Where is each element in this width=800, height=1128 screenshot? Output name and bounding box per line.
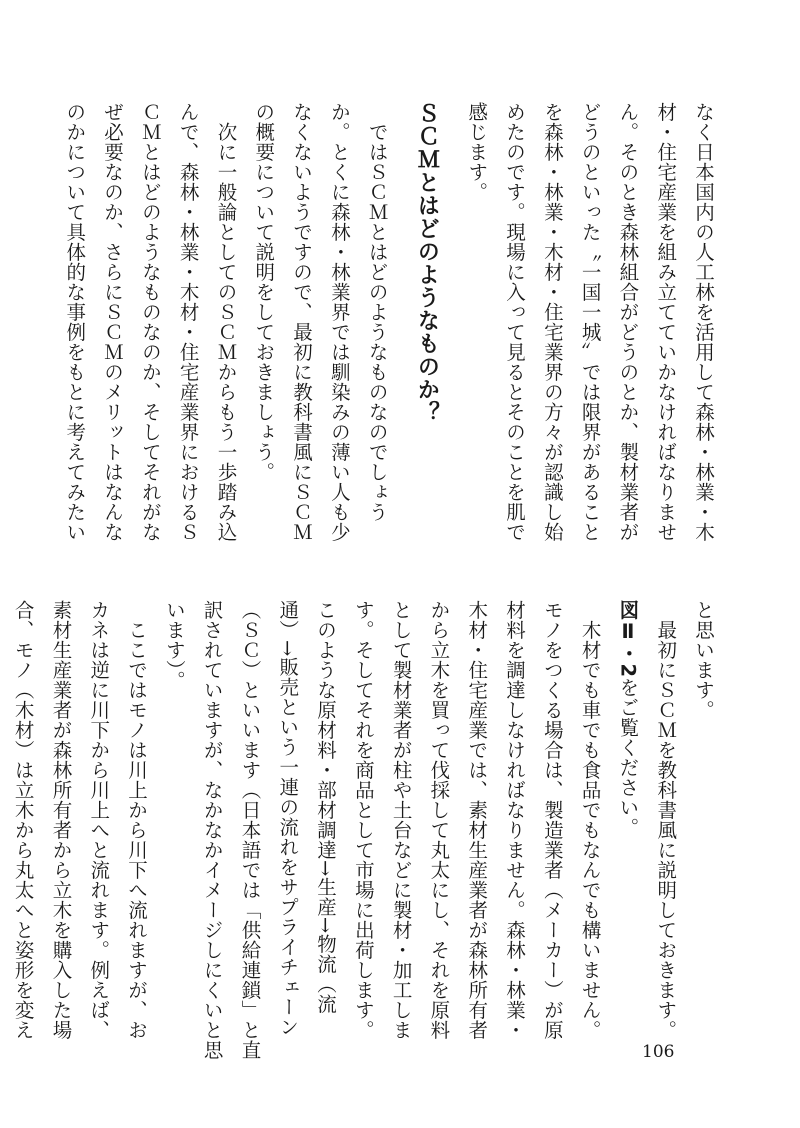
- body-line: ん。そのとき森林組合がどうのとか、製材業者が: [616, 102, 640, 542]
- body-line: カネは逆に川下から川上へと流れます。例えば、: [87, 600, 111, 1040]
- top-text-block: [55, 102, 722, 542]
- body-line: と思います。: [692, 600, 715, 720]
- figure-reference-suffix: をご覧ください。: [616, 677, 640, 838]
- body-line: 素材生産業者が森林所有者から立木を購入した場: [49, 600, 73, 1040]
- body-line: の概要について説明をしておきましょう。: [252, 102, 276, 482]
- body-line: ＣＭとはどのようなものなのか、そしてそれがな: [138, 102, 162, 542]
- body-line: どうのといった〝一国一城〟では限界があること: [578, 102, 602, 542]
- section-heading: ＳＣＭとはどのようなものか？: [414, 102, 440, 424]
- body-line: （ＳＣ）といいます（日本語では「供給連鎖」と直: [238, 600, 262, 1060]
- body-line: 訳されていますが、なかなかイメージしにくいと思: [200, 600, 224, 1060]
- body-line: ここではモノは川上から川下へ流れますが、お: [125, 600, 149, 1040]
- page-number: 106: [642, 1042, 675, 1062]
- body-line: モノをつくる場合は、製造業者（メーカー）が原: [540, 600, 564, 1040]
- body-line: か。とくに森林・林業界では馴染みの薄い人も少: [327, 102, 351, 542]
- body-line: 通）→販売という一連の流れをサプライチェーン: [276, 600, 300, 1037]
- body-line: 感じます。: [465, 102, 489, 202]
- body-line: 材料を調達しなければなりません。森林・林業・: [503, 600, 527, 1040]
- body-line: めたのです。現場に入って見るとそのことを肌で: [503, 102, 527, 542]
- body-line: ではＳＣＭとはどのようなものなのでしょう: [365, 102, 389, 522]
- body-line: のかについて具体的な事例をもとに考えてみたい: [63, 102, 87, 542]
- figure-reference-line: [609, 600, 647, 1036]
- body-line: から立木を買って伐採して丸太にし、それを原料: [427, 600, 451, 1040]
- body-line: 次に一般論としてのＳＣＭからもう一歩踏み込: [214, 102, 238, 542]
- figure-reference: 図Ⅱ・2: [616, 600, 640, 678]
- body-line: 最初にＳＣＭを教科書風に説明しておきます。: [654, 600, 678, 1040]
- body-line: 木材・住宅産業では、素材生産業者が森林所有者: [465, 600, 489, 1040]
- body-line: います）。: [162, 600, 186, 691]
- body-line: す。そしてそれを商品として市場に出荷します。: [351, 600, 375, 1040]
- body-line: を森林・林業・木材・住宅業界の方々が認識し始: [540, 102, 564, 542]
- body-line: なくないようですので、最初に教科書風にＳＣＭ: [290, 102, 314, 542]
- body-line: んで、森林・林業・木材・住宅産業界におけるＳ: [176, 102, 200, 542]
- body-line: なく日本国内の人工林を活用して森林・林業・木: [692, 102, 715, 542]
- body-line: 木材でも車でも食品でもなんでも構いません。: [578, 600, 602, 1040]
- body-line: として製材業者が柱や土台などに製材・加工しま: [389, 600, 413, 1040]
- body-line: このような原材料・部材調達→生産→物流（流: [314, 600, 338, 1014]
- body-line: ぜ必要なのか、さらにＳＣＭのメリットはなんな: [101, 102, 125, 542]
- body-line: 材・住宅産業を組み立てていかなければなりませ: [654, 102, 678, 542]
- body-line: 合、モノ（木材）は立木から丸太へと姿形を変え: [11, 600, 35, 1040]
